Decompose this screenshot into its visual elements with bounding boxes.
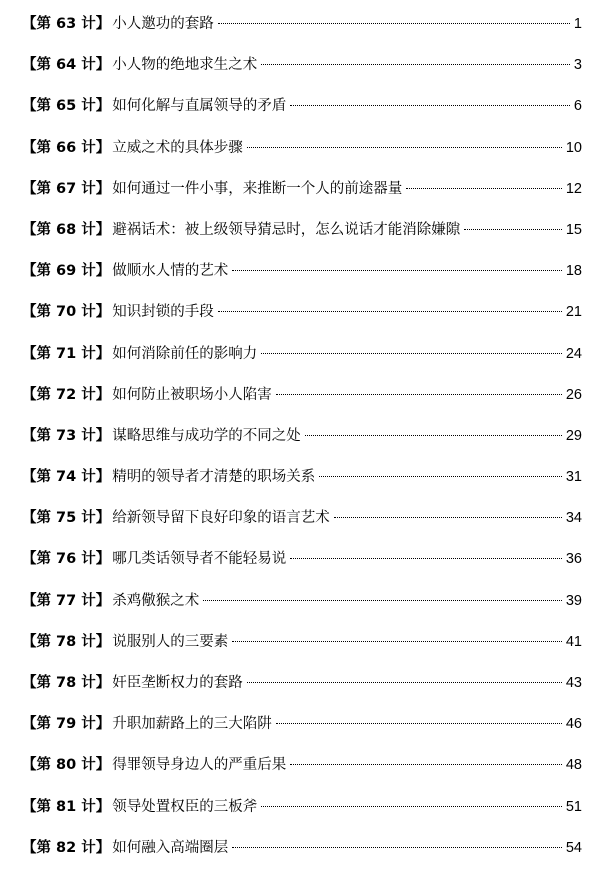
page-number: 26	[565, 386, 582, 403]
dot-leader	[232, 641, 562, 642]
dot-leader	[319, 476, 562, 477]
dot-leader	[290, 105, 570, 106]
entry-title: 得罪领导身边人的严重后果	[112, 757, 287, 774]
entry-title: 如何融入高端圈层	[112, 839, 229, 856]
chapter-label: 【第 78 计】	[22, 675, 111, 691]
page-number: 12	[565, 180, 582, 197]
chapter-label: 【第 70 计】	[22, 304, 111, 321]
dot-leader	[232, 270, 562, 271]
toc-entry[interactable]	[22, 375, 582, 416]
toc-entry[interactable]	[22, 457, 582, 498]
entry-title: 杀鸡儆猴之术	[112, 592, 200, 609]
toc-entry[interactable]	[22, 210, 582, 251]
page-number: 15	[565, 221, 582, 238]
entry-title: 精明的领导者才清楚的职场关系	[112, 469, 316, 486]
chapter-label: 【第 74 计】	[22, 469, 111, 486]
entry-title: 知识封锁的手段	[112, 304, 214, 321]
chapter-label: 【第 72 计】	[22, 386, 111, 403]
toc-entry[interactable]	[22, 416, 582, 457]
page-number: 43	[565, 675, 582, 691]
dot-leader	[232, 847, 562, 848]
page-number: 24	[565, 345, 582, 362]
page-number: 6	[573, 98, 582, 115]
entry-title: 谋略思维与成功学的不同之处	[112, 427, 301, 444]
toc-entry[interactable]	[22, 539, 582, 580]
dot-leader	[247, 147, 562, 148]
chapter-label: 【第 66 计】	[22, 139, 111, 156]
toc-entry[interactable]	[22, 745, 582, 786]
dot-leader	[247, 682, 562, 683]
dot-leader	[276, 723, 562, 724]
toc-entry[interactable]	[22, 787, 582, 828]
page-number: 18	[565, 263, 582, 280]
chapter-label: 【第 76 计】	[22, 551, 111, 568]
entry-title: 立威之术的具体步骤	[112, 139, 243, 156]
dot-leader	[276, 394, 562, 395]
page-number: 51	[565, 798, 582, 815]
entry-title: 如何防止被职场小人陷害	[112, 386, 272, 403]
entry-title: 如何化解与直属领导的矛盾	[112, 98, 287, 115]
chapter-label: 【第 69 计】	[22, 263, 111, 280]
chapter-label: 【第 71 计】	[22, 345, 111, 362]
toc-entry[interactable]	[22, 334, 582, 375]
chapter-label: 【第 73 计】	[22, 427, 111, 444]
page-number: 21	[565, 304, 582, 321]
chapter-label: 【第 68 计】	[22, 221, 111, 238]
chapter-label: 【第 64 计】	[22, 57, 111, 74]
toc-entry[interactable]	[22, 498, 582, 539]
entry-title: 做顺水人情的艺术	[112, 263, 229, 280]
dot-leader	[218, 311, 562, 312]
chapter-label: 【第 77 计】	[22, 592, 111, 609]
chapter-label: 【第 79 计】	[22, 716, 111, 733]
entry-title: 哪几类话领导者不能轻易说	[112, 551, 287, 568]
toc-entry[interactable]	[22, 292, 582, 333]
page-number: 10	[565, 139, 582, 156]
toc-entry[interactable]	[22, 704, 582, 745]
entry-title: 如何通过一件小事，来推断一个人的前途器量	[112, 180, 403, 197]
chapter-label: 【第 80 计】	[22, 757, 111, 774]
toc-entry[interactable]	[22, 45, 582, 86]
toc-entry[interactable]	[22, 86, 582, 127]
entry-title: 说服别人的三要素	[112, 633, 229, 650]
toc-entry[interactable]	[22, 251, 582, 292]
dot-leader	[203, 600, 562, 601]
page-number: 36	[565, 551, 582, 568]
toc-entry[interactable]	[22, 4, 582, 45]
toc-entry[interactable]	[22, 663, 582, 704]
page-number: 46	[565, 716, 582, 733]
table-of-contents	[22, 4, 582, 869]
chapter-label: 【第 82 计】	[22, 839, 111, 856]
entry-title: 领导处置权臣的三板斧	[112, 798, 258, 815]
page-number: 3	[573, 57, 582, 74]
dot-leader	[261, 806, 562, 807]
toc-entry[interactable]	[22, 581, 582, 622]
dot-leader	[261, 353, 562, 354]
chapter-label: 【第 63 计】	[22, 16, 111, 32]
entry-title: 升职加薪路上的三大陷阱	[112, 716, 272, 733]
entry-title: 小人邀功的套路	[112, 16, 214, 32]
dot-leader	[464, 229, 562, 230]
page-number: 54	[565, 839, 582, 856]
page-number: 39	[565, 592, 582, 609]
page-number: 41	[565, 633, 582, 650]
page-number: 34	[565, 510, 582, 527]
page-number: 1	[573, 16, 582, 32]
chapter-label: 【第 67 计】	[22, 180, 111, 197]
entry-title: 给新领导留下良好印象的语言艺术	[112, 510, 330, 527]
toc-entry[interactable]	[22, 622, 582, 663]
toc-entry[interactable]	[22, 128, 582, 169]
entry-title: 小人物的绝地求生之术	[112, 57, 258, 74]
page-number: 31	[565, 469, 582, 486]
entry-title: 如何消除前任的影响力	[112, 345, 258, 362]
chapter-label: 【第 81 计】	[22, 798, 111, 815]
dot-leader	[334, 517, 562, 518]
toc-entry[interactable]	[22, 828, 582, 869]
page-number: 29	[565, 427, 582, 444]
page-number: 48	[565, 757, 582, 774]
dot-leader	[290, 558, 562, 559]
dot-leader	[218, 23, 570, 24]
chapter-label: 【第 78 计】	[22, 633, 111, 650]
dot-leader	[406, 188, 562, 189]
dot-leader	[290, 764, 562, 765]
chapter-label: 【第 75 计】	[22, 510, 111, 527]
entry-title: 奸臣垄断权力的套路	[112, 675, 243, 691]
dot-leader	[261, 64, 570, 65]
dot-leader	[305, 435, 562, 436]
toc-entry[interactable]	[22, 169, 582, 210]
entry-title: 避祸话术：被上级领导猜忌时，怎么说话才能消除嫌隙	[112, 221, 461, 238]
chapter-label: 【第 65 计】	[22, 98, 111, 115]
